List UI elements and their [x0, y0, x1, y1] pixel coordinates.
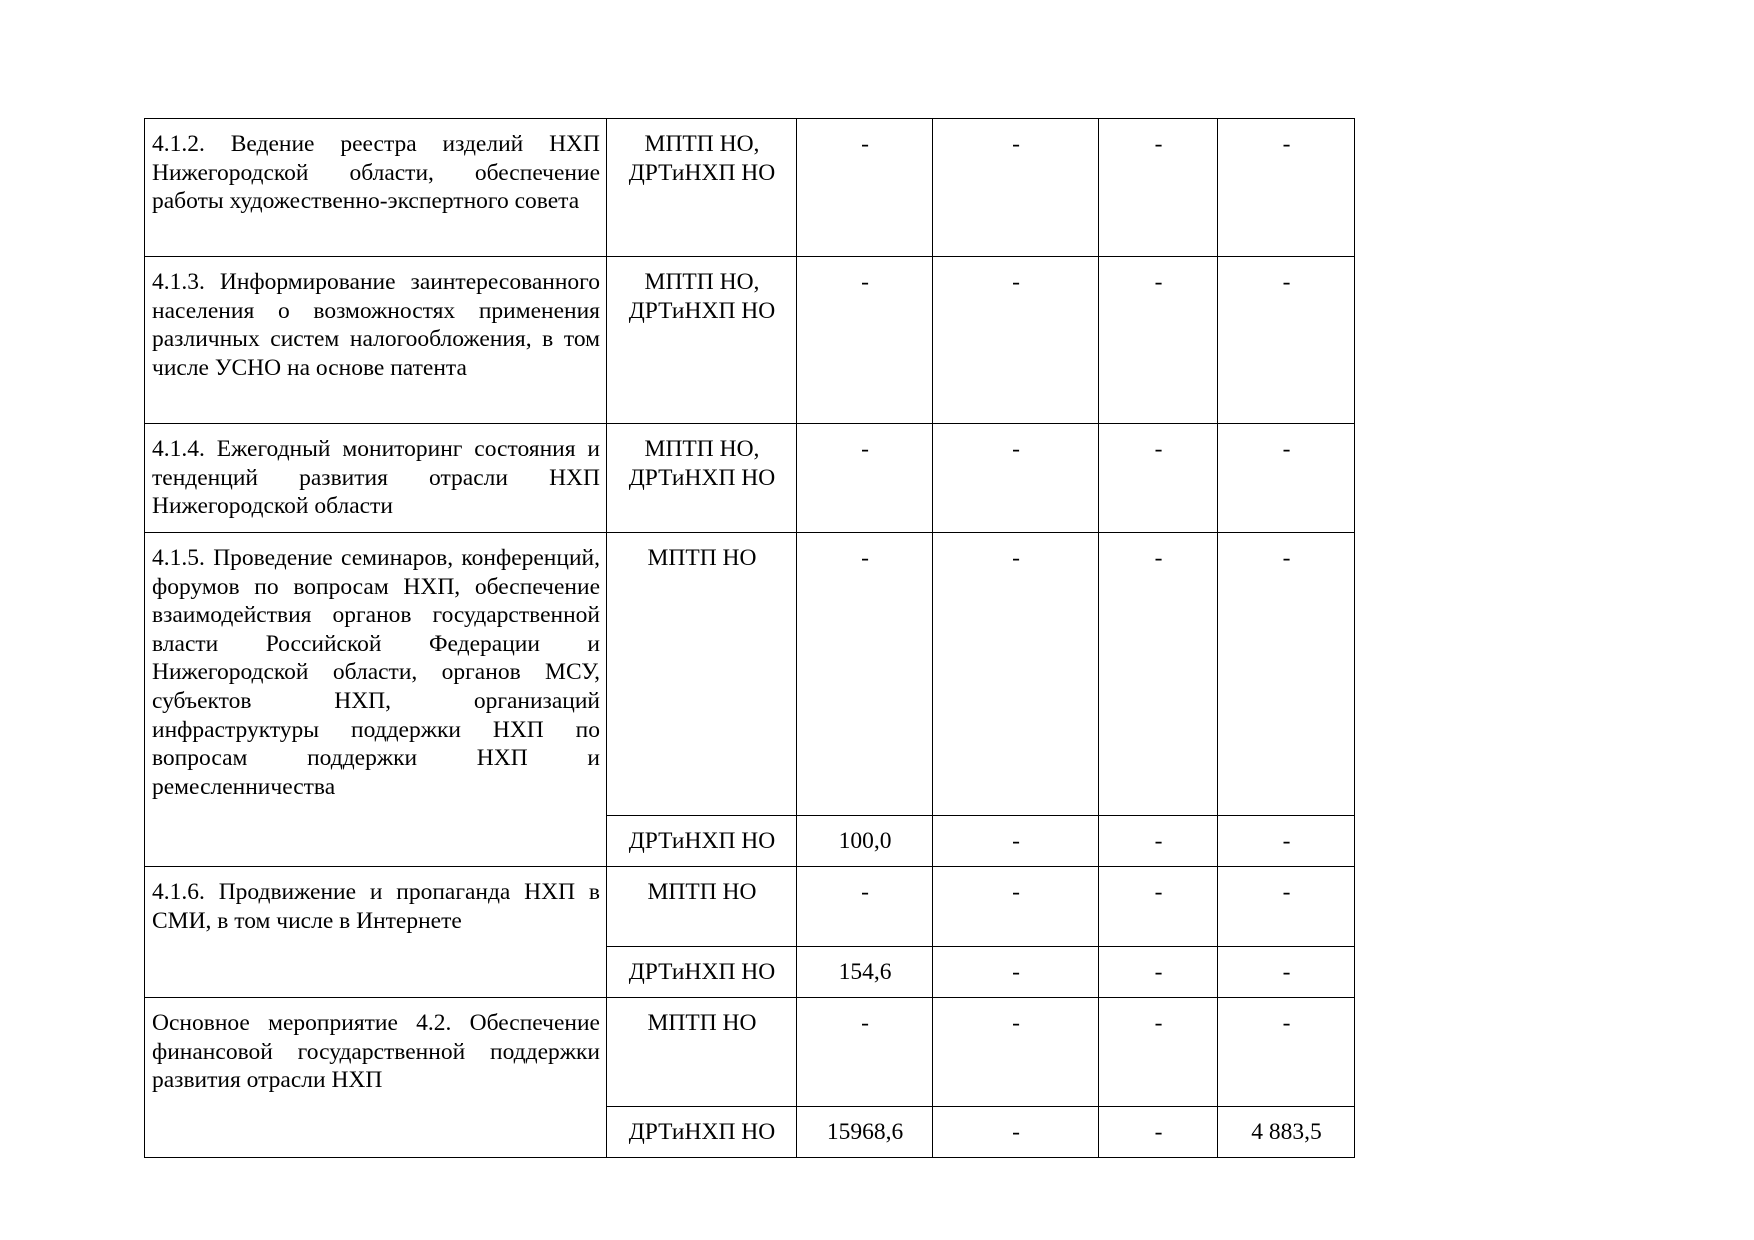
- executor-cell: [607, 998, 797, 1107]
- executor-line: ДРТиНХП НО: [628, 297, 776, 324]
- executor-cell: [607, 867, 797, 947]
- value-cell: -: [933, 119, 1099, 257]
- executor-cell: [607, 533, 797, 816]
- executor-line: МПТП НО,: [644, 436, 760, 462]
- value-cell: -: [1099, 867, 1218, 947]
- table-row: [145, 998, 1355, 1107]
- value-cell: -: [797, 119, 933, 257]
- value-cell: -: [933, 533, 1099, 816]
- value-cell: -: [797, 533, 933, 816]
- activity-description: 4.1.2. Ведение реестра изделий НХП Нижегородской области, обеспечение работы художественно-экспертного совета: [145, 119, 607, 257]
- value-cell: -: [1099, 533, 1218, 816]
- executor-line: ДРТиНХП НО: [628, 828, 776, 854]
- executor-cell: [607, 424, 797, 533]
- table-row: [145, 257, 1355, 424]
- table-row: [145, 119, 1355, 257]
- value-cell: 154,6: [797, 947, 933, 998]
- table-row: [145, 533, 1355, 816]
- value-cell: 100,0: [797, 816, 933, 867]
- executor-line: ДРТиНХП НО: [628, 959, 776, 985]
- value-cell: -: [933, 424, 1099, 533]
- value-cell: -: [933, 867, 1099, 947]
- executor-line: ДРТиНХП НО: [628, 464, 776, 491]
- value-cell: -: [1218, 947, 1355, 998]
- value-cell: -: [1218, 998, 1355, 1107]
- value-cell: -: [933, 257, 1099, 424]
- value-cell: -: [933, 998, 1099, 1107]
- program-activities-table: [144, 118, 1355, 1158]
- executor-line: МПТП НО: [647, 879, 757, 905]
- executor-line: МПТП НО: [647, 1010, 757, 1036]
- value-cell: -: [933, 1107, 1099, 1158]
- value-cell: -: [797, 424, 933, 533]
- value-cell: 4 883,5: [1218, 1107, 1355, 1158]
- value-cell: -: [1218, 533, 1355, 816]
- value-cell: -: [933, 816, 1099, 867]
- executor-cell: [607, 1107, 797, 1158]
- executor-line: ДРТиНХП НО: [628, 1119, 776, 1145]
- value-cell: -: [1218, 816, 1355, 867]
- value-cell: -: [1218, 119, 1355, 257]
- activity-description: Основное мероприятие 4.2. Обеспечение финансовой государственной поддержки развития отрасли НХП: [145, 998, 607, 1158]
- value-cell: -: [1218, 257, 1355, 424]
- executor-cell: [607, 947, 797, 998]
- executor-line: МПТП НО: [647, 545, 757, 571]
- executor-line: ДРТиНХП НО: [628, 159, 776, 186]
- value-cell: -: [933, 947, 1099, 998]
- activity-description: 4.1.5. Проведение семинаров, конференций, форумов по вопросам НХП, обеспечение взаимодействия органов государственной власти Российской Федерации и Нижегородской области, органов МСУ, субъектов НХП, организаций инфраструктуры поддержки НХП по вопросам поддержки НХП и ремесленничества: [145, 533, 607, 867]
- value-cell: -: [1218, 424, 1355, 533]
- value-cell: -: [1099, 947, 1218, 998]
- table-row: [145, 867, 1355, 947]
- value-cell: -: [797, 998, 933, 1107]
- value-cell: -: [797, 867, 933, 947]
- value-cell: -: [1099, 257, 1218, 424]
- value-cell: -: [797, 257, 933, 424]
- table-row: [145, 424, 1355, 533]
- value-cell: 15968,6: [797, 1107, 933, 1158]
- executor-line: МПТП НО,: [644, 269, 760, 295]
- executor-line: МПТП НО,: [644, 131, 760, 157]
- value-cell: -: [1099, 1107, 1218, 1158]
- value-cell: -: [1099, 998, 1218, 1107]
- value-cell: -: [1218, 867, 1355, 947]
- value-cell: -: [1099, 119, 1218, 257]
- executor-cell: [607, 816, 797, 867]
- activity-description: 4.1.6. Продвижение и пропаганда НХП в СМИ, в том числе в Интернете: [145, 867, 607, 998]
- activity-description: 4.1.4. Ежегодный мониторинг состояния и тенденций развития отрасли НХП Нижегородской области: [145, 424, 607, 533]
- value-cell: -: [1099, 816, 1218, 867]
- executor-cell: [607, 257, 797, 424]
- activity-description: 4.1.3. Информирование заинтересованного населения о возможностях применения различных систем налогообложения, в том числе УСНО на основе патента: [145, 257, 607, 424]
- executor-cell: [607, 119, 797, 257]
- value-cell: -: [1099, 424, 1218, 533]
